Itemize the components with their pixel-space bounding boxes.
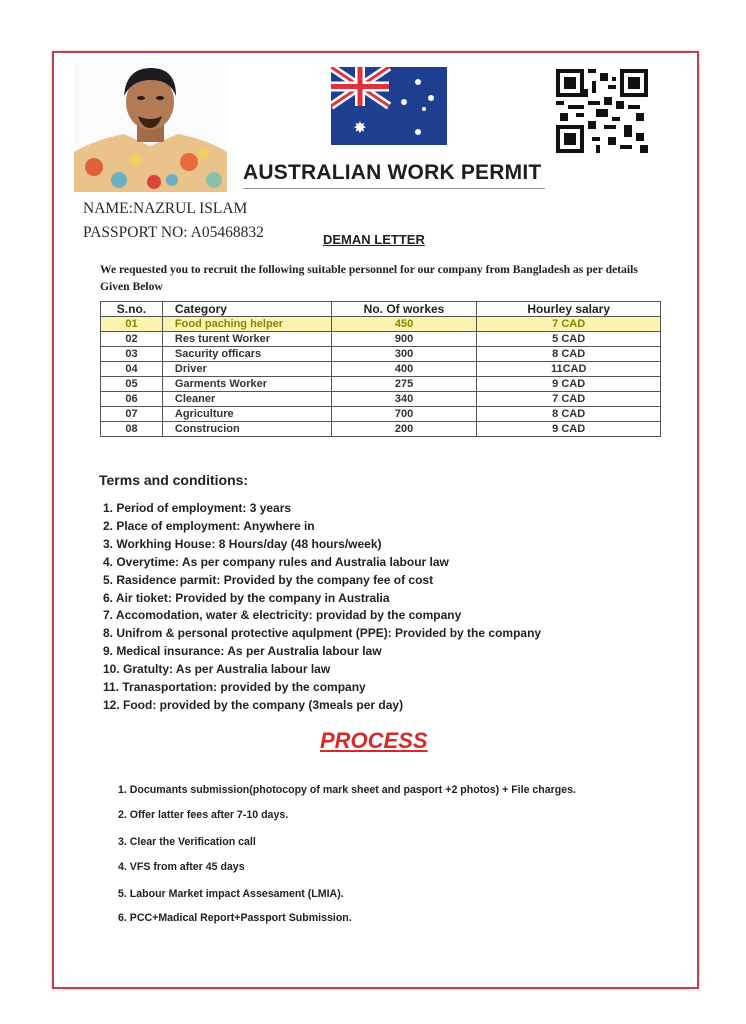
applicant-name: NAME:NAZRUL ISLAM [83,200,248,217]
cell-salary: 11CAD [477,362,661,377]
australia-flag-icon [331,67,447,145]
cell-category: Construcion [162,422,331,437]
term-item: 11. Tranasportation: provided by the company [103,680,366,695]
cell-sno: 05 [101,377,163,392]
header-category: Category [162,302,331,317]
term-item: 3. Workhing House: 8 Hours/day (48 hours/week) [103,536,382,551]
cell-category: Cleaner [162,392,331,407]
jobs-table [100,301,661,437]
qr-code-icon [556,69,648,153]
term-item: 8. Unifrom & personal protective aqulpment (PPE): Provided by the company [103,626,542,641]
intro-paragraph: We requested you to recruit the following suitable personnel for our company from Bangladesh as per details Given Below [100,263,638,293]
cell-category: Agriculture [162,407,331,422]
cell-salary: 8 CAD [477,347,661,362]
cell-workers: 275 [331,377,477,392]
cell-workers: 700 [331,407,477,422]
table-row [101,347,661,362]
cell-category: Food paching helper [162,317,331,332]
table-row [101,332,661,347]
cell-workers: 300 [331,347,477,362]
process-step: 2. Offer latter fees after 7-10 days. [118,809,289,821]
svg-text:✸: ✸ [353,118,367,137]
cell-workers: 450 [331,317,477,332]
table-row [101,362,661,377]
term-item: 7. Accomodation, water & electricity: providad by the company [103,608,462,623]
cell-sno: 03 [101,347,163,362]
document-title: AUSTRALIAN WORK PERMIT [243,161,545,189]
term-item: 6. Air tioket: Provided by the company in Australia [103,590,390,605]
cell-sno: 07 [101,407,163,422]
term-item: 1. Period of employment: 3 years [103,501,292,515]
process-heading: PROCESS [320,728,428,753]
cell-category: Sacurity officars [162,347,331,362]
cell-salary: 9 CAD [477,422,661,437]
process-step: 6. PCC+Madical Report+Passport Submission. [118,912,352,924]
term-item: 4. Overytime: As per company rules and Australia labour law [103,554,449,569]
table-header-row [101,302,661,317]
process-step: 3. Clear the Verification call [118,836,256,848]
term-item: 10. Gratulty: As per Australia labour law [103,662,331,677]
process-step: 1. Documants submission(photocopy of mark sheet and pasport +2 photos) + File charges. [118,784,576,796]
cell-salary: 8 CAD [477,407,661,422]
cell-salary: 7 CAD [477,392,661,407]
cell-category: Driver [162,362,331,377]
cell-sno: 04 [101,362,163,377]
header-workers: No. Of workes [331,302,477,317]
table-row [101,422,661,437]
terms-heading: Terms and conditions: [99,472,249,488]
cell-sno: 06 [101,392,163,407]
cell-workers: 340 [331,392,477,407]
header-sno: S.no. [101,302,163,317]
term-item: 2. Place of employment: Anywhere in [103,518,315,533]
letter-heading: DEMAN LETTER [323,232,425,247]
cell-workers: 400 [331,362,477,377]
cell-category: Res turent Worker [162,332,331,347]
terms-list [103,500,541,715]
table-row [101,317,661,332]
cell-workers: 200 [331,422,477,437]
header-salary: Hourley salary [477,302,661,317]
cell-sno: 08 [101,422,163,437]
cell-sno: 02 [101,332,163,347]
cell-salary: 5 CAD [477,332,661,347]
applicant-photo [74,62,227,192]
cell-workers: 900 [331,332,477,347]
table-row [101,392,661,407]
term-item: 5. Rasidence parmit: Provided by the company fee of cost [103,572,434,587]
cell-category: Garments Worker [162,377,331,392]
table-row [101,407,661,422]
cell-salary: 9 CAD [477,377,661,392]
table-row [101,377,661,392]
cell-sno: 01 [101,317,163,332]
term-item: 12. Food: provided by the company (3meals per day) [103,697,404,712]
term-item: 9. Medical insurance: As per Australia labour law [103,644,382,659]
cell-salary: 7 CAD [477,317,661,332]
passport-number: PASSPORT NO: A05468832 [83,224,264,241]
process-step: 5. Labour Market impact Assesament (LMIA). [118,888,344,900]
process-step: 4. VFS from after 45 days [118,861,245,873]
